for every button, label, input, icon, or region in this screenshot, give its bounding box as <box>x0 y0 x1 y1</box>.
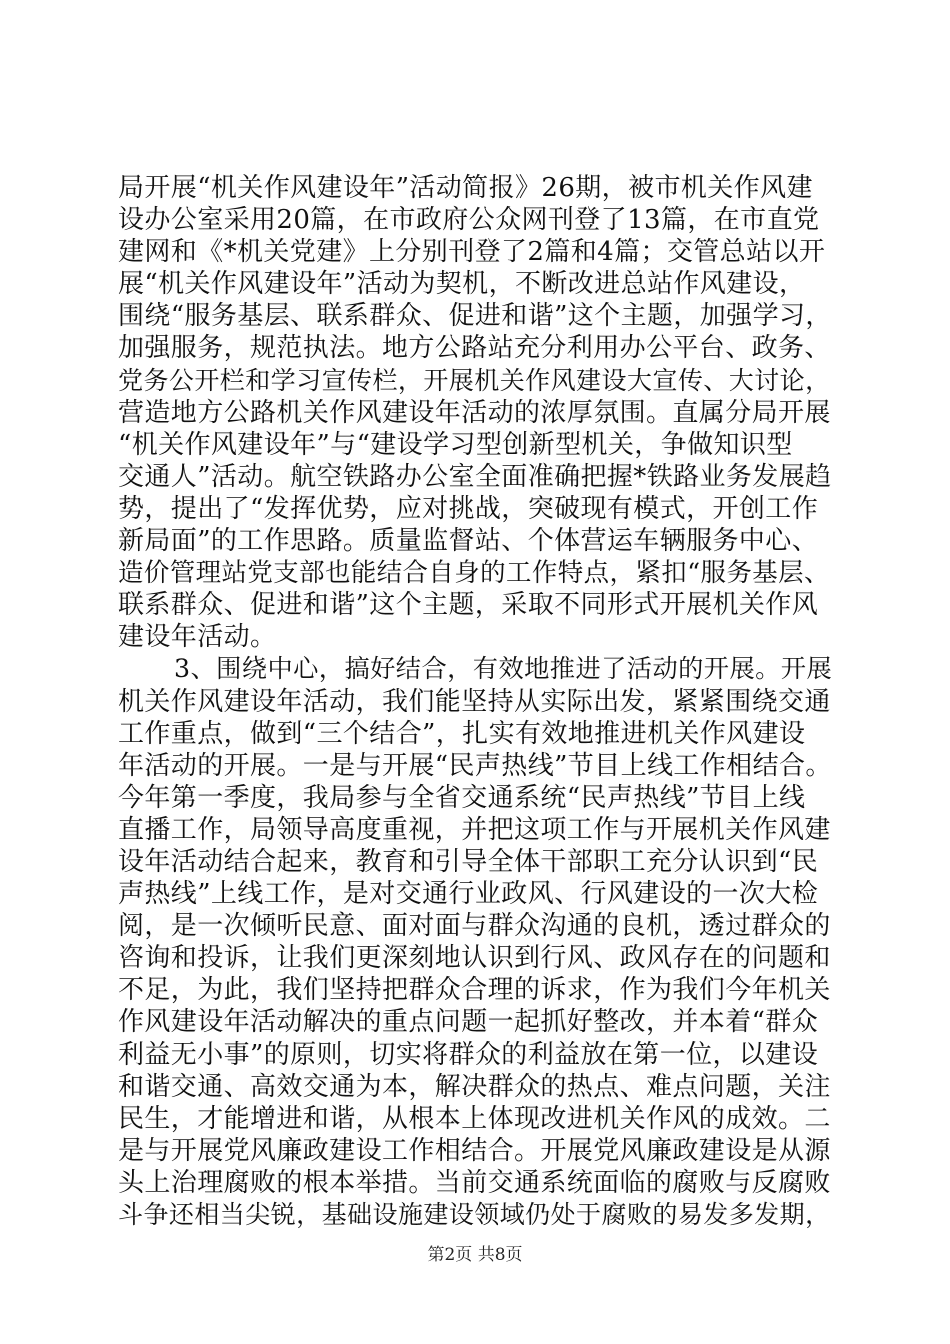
text-line: 和谐交通、高效交通为本，解决群众的热点、难点问题，关注 <box>118 1071 831 1102</box>
text-line: 不足，为此，我们坚持把群众合理的诉求，作为我们今年机关 <box>118 975 831 1006</box>
text-line: 建网和《*机关党建》上分别刊登了2篇和4篇；交管总站以开 <box>118 237 826 268</box>
paragraph-start-line: 3、围绕中心，搞好结合，有效地推进了活动的开展。开展 <box>174 654 833 684</box>
text-line: 工作重点，做到“三个结合”，扎实有效地推进机关作风建设 <box>118 718 806 749</box>
text-line: 造价管理站党支部也能结合自身的工作特点，紧扣“服务基层、 <box>118 558 830 589</box>
text-line: 新局面”的工作思路。质量监督站、个体营运车辆服务中心、 <box>118 526 819 557</box>
text-line: 局开展“机关作风建设年”活动简报》26期，被市机关作风建 <box>118 173 813 203</box>
text-line: 设年活动结合起来，教育和引导全体干部职工充分认识到“民 <box>118 846 819 877</box>
text-line: 阅，是一次倾听民意、面对面与群众沟通的良机，透过群众的 <box>118 911 831 942</box>
document-body <box>118 172 834 1231</box>
text-line: 加强服务，规范执法。地方公路站充分利用办公平台、政务、 <box>118 333 831 364</box>
text-line: 联系群众、促进和谐”这个主题，采取不同形式开展机关作风 <box>118 590 819 621</box>
text-line: 营造地方公路机关作风建设年活动的浓厚氛围。直属分局开展 <box>118 397 831 428</box>
text-line: 头上治理腐败的根本举措。当前交通系统面临的腐败与反腐败 <box>118 1167 831 1198</box>
text-line: 民生，才能增进和谐，从根本上体现改进机关作风的成效。二 <box>118 1103 831 1134</box>
text-line: 设办公室采用20篇，在市政府公众网刊登了13篇，在市直党 <box>118 205 820 236</box>
text-line: 势，提出了“发挥优势，应对挑战，突破现有模式，开创工作 <box>118 493 819 524</box>
text-line: 利益无小事”的原则，切实将群众的利益放在第一位，以建设 <box>118 1039 819 1070</box>
text-line: 围绕“服务基层、联系群众、促进和谐”这个主题，加强学习， <box>118 301 832 332</box>
text-line: 展“机关作风建设年”活动为契机，不断改进总站作风建设， <box>118 269 806 300</box>
text-line: “机关作风建设年”与“建设学习型创新型机关，争做知识型 <box>118 429 793 460</box>
text-line: 声热线”上线工作，是对交通行业政风、行风建设的一次大检 <box>118 879 819 910</box>
text-line: 交通人”活动。航空铁路办公室全面准确把握*铁路业务发展趋 <box>118 461 832 492</box>
text-line: 党务公开栏和学习宣传栏，开展机关作风建设大宣传、大讨论， <box>118 365 831 395</box>
text-line: 今年第一季度，我局参与全省交通系统“民声热线”节目上线 <box>118 782 806 813</box>
text-line: 直播工作，局领导高度重视，并把这项工作与开展机关作风建 <box>118 814 831 845</box>
text-line: 年活动的开展。一是与开展“民声热线”节目上线工作相结合。 <box>118 750 832 781</box>
text-line: 是与开展党风廉政建设工作相结合。开展党风廉政建设是从源 <box>118 1135 831 1166</box>
text-line: 建设年活动。 <box>118 622 277 653</box>
text-line: 斗争还相当尖锐，基础设施建设领域仍处于腐败的易发多发期， <box>118 1200 831 1229</box>
text-line: 机关作风建设年活动，我们能坚持从实际出发，紧紧围绕交通 <box>118 686 831 717</box>
page-number-footer: 第2页 共8页 <box>427 1245 523 1265</box>
text-line: 咨询和投诉，让我们更深刻地认识到行风、政风存在的问题和 <box>118 943 831 974</box>
text-line: 作风建设年活动解决的重点问题一起抓好整改，并本着“群众 <box>118 1007 819 1038</box>
